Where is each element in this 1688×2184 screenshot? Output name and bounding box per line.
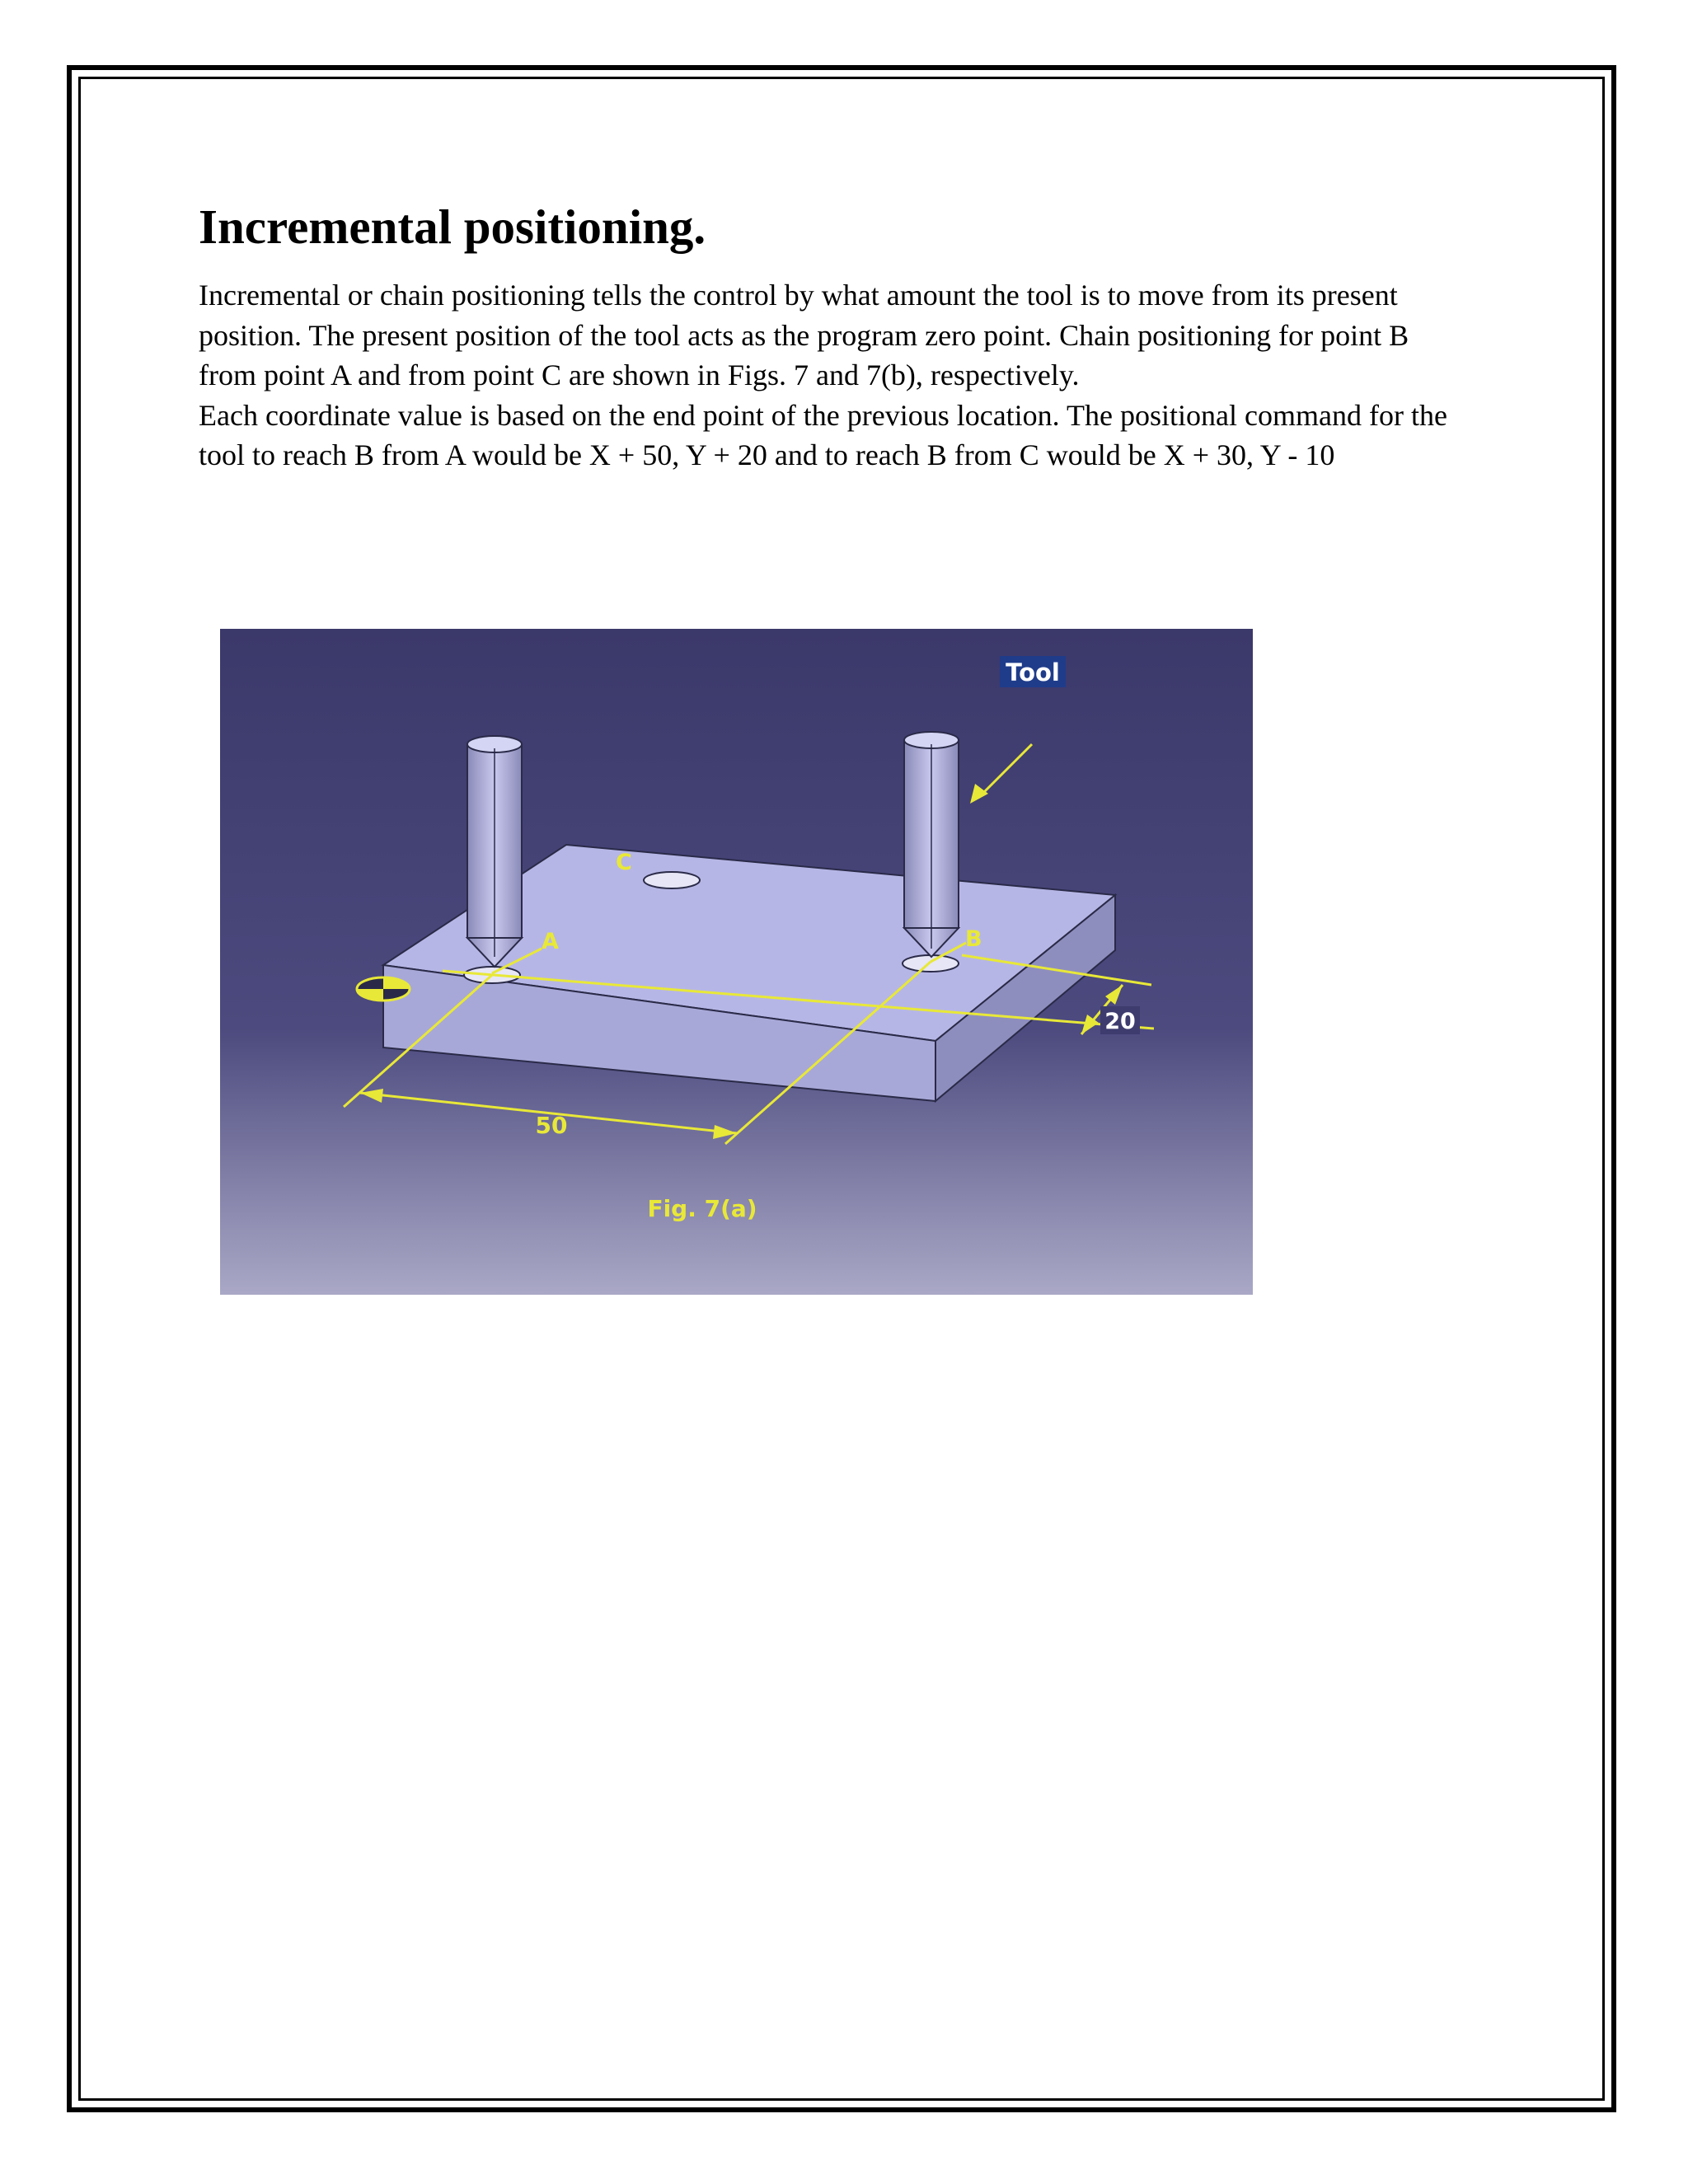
figure-drawing [220,629,1253,1295]
figure-incremental-positioning [220,629,1253,1295]
point-b-label: B [965,926,982,952]
paragraph-line: tool to reach B from A would be X + 50, Y + 20 and to reach B from C would be X + 30, Y - 10 [199,438,1335,471]
paragraph-line: Each coordinate value is based on the end point of the previous location. The positional command for the [199,398,1447,432]
origin-marker [357,977,410,1001]
point-c-label: C [616,850,632,875]
point-a-label: A [542,929,559,954]
dim-y-label: 20 [1104,1009,1136,1034]
tool-left [467,736,522,967]
page-title: Incremental positioning. [199,199,706,254]
paragraph-line: Incremental or chain positioning tells the control by what amount the tool is to move from its present [199,279,1398,312]
paragraph-line: position. The present position of the tool acts as the program zero point. Chain positioning for point B [199,318,1409,352]
figure-caption: Fig. 7(a) [647,1195,757,1222]
hole-c [644,872,700,888]
page-content [199,191,1501,476]
tool-right [904,732,959,957]
paragraph-line: from point A and from point C are shown in Figs. 7 and 7(b), respectively. [199,359,1080,391]
dim-x-label: 50 [535,1112,568,1139]
tool-label: Tool [1006,658,1060,687]
